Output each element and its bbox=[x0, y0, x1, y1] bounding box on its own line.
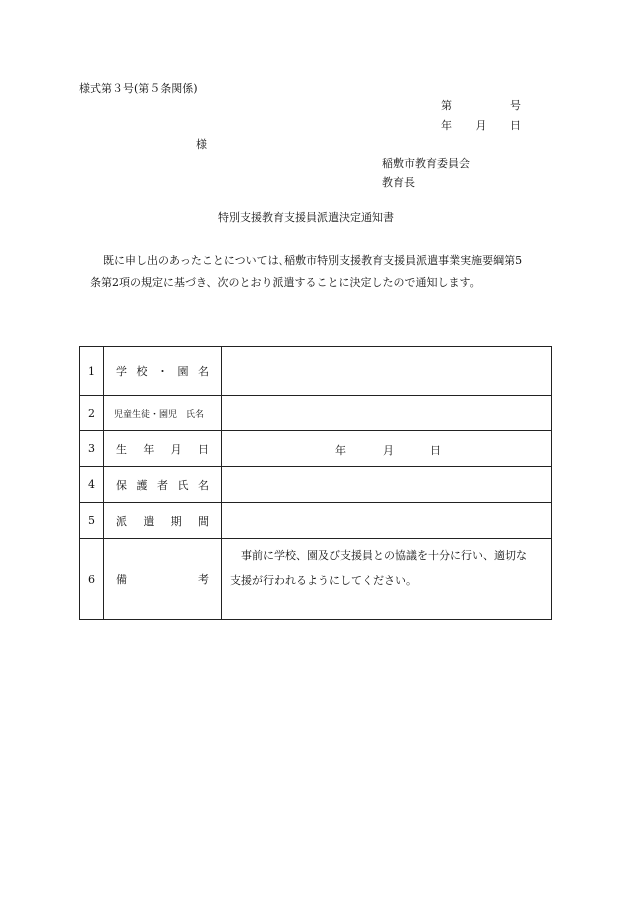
body-line-2: 条第2項の規定に基づき、次のとおり派遣することに決定したので通知します。 bbox=[90, 276, 481, 289]
student-name-field[interactable] bbox=[222, 396, 552, 431]
table-row bbox=[80, 503, 552, 539]
issuer-organization: 稲敷市教育委員会 bbox=[382, 157, 470, 170]
remarks-line-2: 支援が行われるようにしてください。 bbox=[230, 574, 417, 587]
table-row bbox=[80, 431, 552, 467]
row-number: 5 bbox=[80, 503, 104, 539]
dob-year: 年 bbox=[335, 443, 346, 457]
label-guardian-name: 保 護 者 氏 名 bbox=[104, 467, 222, 503]
remarks-field[interactable] bbox=[222, 539, 552, 620]
dispatch-period-field[interactable] bbox=[222, 503, 552, 539]
table-row bbox=[80, 347, 552, 396]
date-year: 年 bbox=[441, 119, 452, 132]
guardian-name-field[interactable] bbox=[222, 467, 552, 503]
form-number: 様式第３号(第５条関係) bbox=[79, 82, 198, 95]
date-month: 月 bbox=[475, 119, 487, 132]
dob-month: 月 bbox=[383, 443, 394, 457]
number-dai: 第 bbox=[441, 99, 452, 112]
table-row bbox=[80, 539, 552, 620]
label-remarks: 備 考 bbox=[104, 539, 222, 620]
number-go: 号 bbox=[510, 99, 521, 112]
issuer-title: 教育長 bbox=[382, 176, 415, 189]
school-name-field[interactable] bbox=[222, 347, 552, 396]
row-number: 1 bbox=[80, 347, 104, 396]
date-day: 日 bbox=[510, 119, 521, 132]
document-number-line bbox=[441, 99, 521, 113]
label-birthdate: 生 年 月 日 bbox=[104, 431, 222, 467]
label-school: 学 校 ・ 園 名 bbox=[104, 347, 222, 396]
dob-day: 日 bbox=[430, 443, 441, 457]
form-table bbox=[79, 346, 552, 620]
body-line-1: 既に申し出のあったことについては､稲敷市特別支援教育支援員派遣事業実施要綱第5 bbox=[103, 254, 523, 267]
label-dispatch-period: 派 遣 期 間 bbox=[104, 503, 222, 539]
row-number: 3 bbox=[80, 431, 104, 467]
birthdate-field[interactable] bbox=[222, 431, 552, 467]
label-student-name: 児童生徒・園児 氏名 bbox=[104, 396, 222, 431]
issue-date-line bbox=[441, 119, 521, 133]
row-number: 2 bbox=[80, 396, 104, 431]
document-title: 特別支援教育支援員派遣決定通知書 bbox=[218, 211, 394, 224]
row-number: 4 bbox=[80, 467, 104, 503]
remarks-line-1: 事前に学校、園及び支援員との協議を十分に行い、適切な bbox=[241, 549, 527, 562]
table-row bbox=[80, 467, 552, 503]
addressee-suffix: 様 bbox=[196, 138, 207, 151]
row-number: 6 bbox=[80, 539, 104, 620]
table-row bbox=[80, 396, 552, 431]
